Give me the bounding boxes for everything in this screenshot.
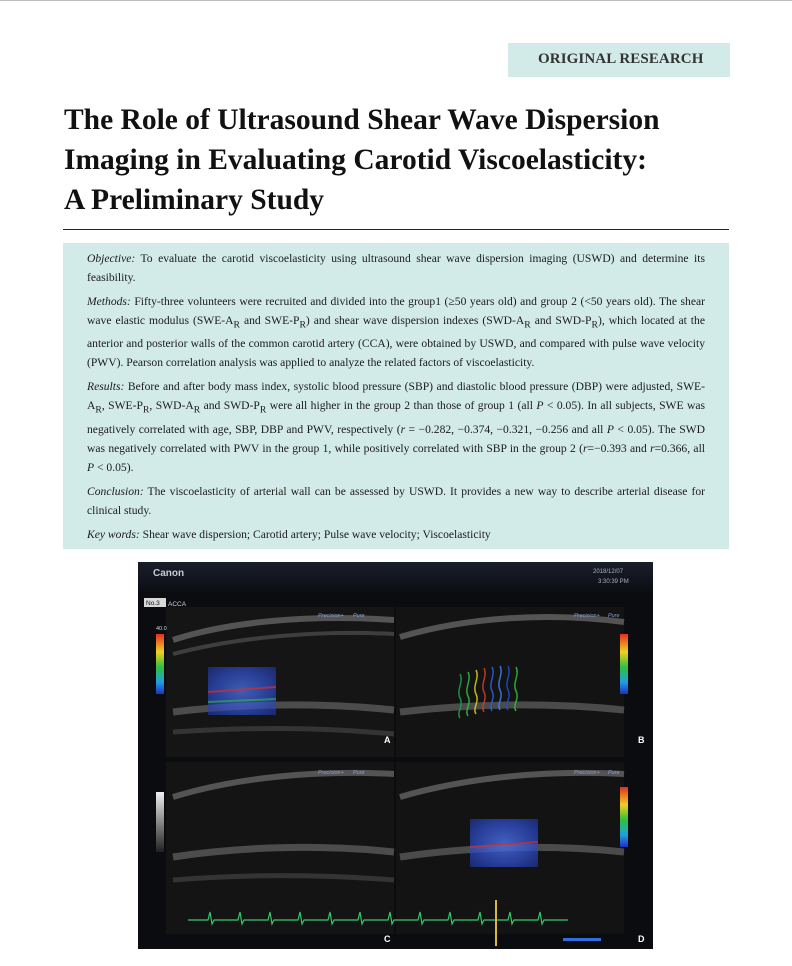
preset-tag: ACCA xyxy=(168,601,187,608)
panel-label-a: A xyxy=(384,735,391,745)
colorbar-a xyxy=(156,634,164,694)
pure-label-b: Pure xyxy=(608,613,620,619)
panel-label-b: B xyxy=(638,735,645,745)
exam-time: 3:30:39 PM xyxy=(598,579,629,585)
top-rule xyxy=(0,0,792,1)
title-line-2: Imaging in Evaluating Carotid Viscoelasticity: xyxy=(64,144,647,176)
precision-label-c: Precision+ xyxy=(318,770,344,776)
panel-a xyxy=(166,607,394,757)
probe-tag: No.3 xyxy=(146,600,160,607)
keywords-text: Shear wave dispersion; Carotid artery; Pulse wave velocity; Viscoelasticity xyxy=(139,527,491,541)
title-line-1: The Role of Ultrasound Shear Wave Dispersion xyxy=(64,104,660,136)
figure-header xyxy=(138,562,653,592)
colorbar-d xyxy=(620,787,628,847)
article-title xyxy=(64,100,734,220)
ultrasound-image xyxy=(138,562,653,949)
methods-text: Fifty-three volunteers were recruited and divided into the group1 (≥50 years old) and group 2 (<50 years old). The shear wave elastic modulus ($SWE-A_R$ and SWE-$P_R$) and shear wave dispersion indexes ($SWD-A_R$ and SWD-$P_R$), which located at the anterior and posterior walls of the common carotid artery (CCA), were obtained by USWD, and compared with pulse wave velocity (PWV). Pearson correlation analysis was applied to analyze the related factors of viscoelasticity. xyxy=(87,295,705,370)
pure-label-d: Pure xyxy=(608,770,620,776)
title-divider xyxy=(63,229,729,230)
results-text: Before and after body mass index, systolic blood pressure (SBP) and diastolic blood pressure (DBP) were adjusted, SWE-$A_R$, SWE-$P_R$, SWD-$A_R$ and SWD-$P_R$ were all higher in the group 2 than those of group 1 (all P < 0.05). In all subjects, SWE was negatively correlated with age, SBP, DBP and PWV, respectively (r = −0.282, −0.374, −0.321, −0.256 and all P < 0.05). The SWD was negatively correlated with PWV in the group 1, while positively correlated with SBP in the group 2 (r=−0.393 and r=0.366, all P < 0.05). xyxy=(87,380,706,474)
panel-label-d: D xyxy=(638,934,645,944)
abstract-conclusion xyxy=(87,482,705,520)
pure-label-a: Pure xyxy=(353,613,365,619)
title-line-3: A Preliminary Study xyxy=(64,184,325,216)
methods-label: Methods: xyxy=(87,295,131,308)
abstract-objective xyxy=(87,249,705,287)
section-badge xyxy=(508,43,730,77)
objective-text: To evaluate the carotid viscoelasticity using ultrasound shear wave dispersion imaging (USWD) and determine its feasibility. xyxy=(87,252,705,284)
abstract-keywords xyxy=(87,525,705,544)
graybar-c xyxy=(156,792,164,852)
brand-logo: Canon xyxy=(153,568,185,579)
abstract-results xyxy=(87,377,705,476)
pure-label-c: Pure xyxy=(353,770,365,776)
abstract-box xyxy=(63,243,729,549)
precision-label-a: Precision+ xyxy=(318,613,344,619)
conclusion-text: The viscoelasticity of arterial wall can be assessed by USWD. It provides a new way to describe arterial disease for clinical study. xyxy=(87,484,705,517)
objective-label: Objective: xyxy=(87,252,136,265)
exam-date: 2018/12/07 xyxy=(593,569,624,575)
abstract-methods xyxy=(87,292,705,372)
ultrasound-figure xyxy=(138,562,653,949)
results-label: Results: xyxy=(87,380,125,394)
keywords-label: Key words: xyxy=(87,527,140,541)
panel-label-c: C xyxy=(384,934,391,944)
precision-label-b: Precision+ xyxy=(574,613,600,619)
panel-b xyxy=(396,607,624,757)
depth-value: 40.0 xyxy=(156,626,167,632)
panel-d xyxy=(396,762,624,934)
conclusion-label: Conclusion: xyxy=(87,484,144,498)
colorbar-b xyxy=(620,634,628,694)
precision-label-d: Precision+ xyxy=(574,770,600,776)
progress-bar xyxy=(563,938,601,941)
section-label: ORIGINAL RESEARCH xyxy=(538,51,704,67)
panel-c xyxy=(166,762,394,934)
